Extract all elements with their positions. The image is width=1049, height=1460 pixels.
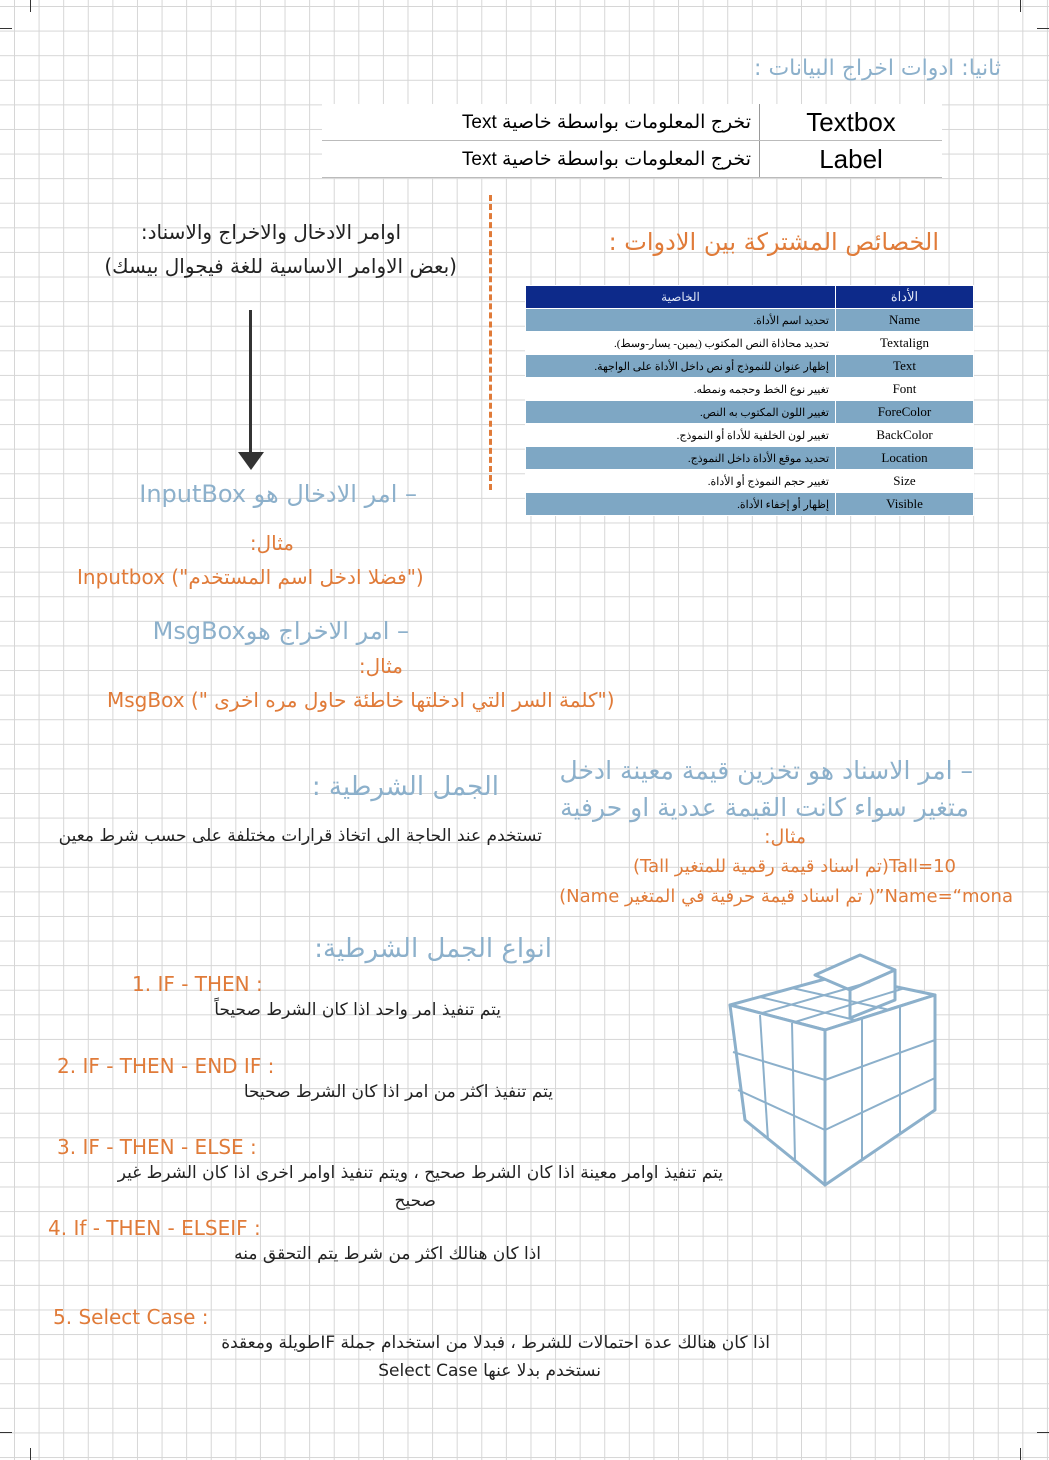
prop-name: Size bbox=[836, 470, 974, 493]
table-row bbox=[526, 470, 974, 493]
assign-title-line1: – امر الاسناد هو تخزين قيمة معينة ادخل bbox=[559, 756, 973, 785]
prop-desc: تغيير نوع الخط وحجمه ونمطه. bbox=[526, 378, 836, 401]
table-row bbox=[526, 378, 974, 401]
input-example: Inputbox ("فضلا ادخل اسم المستخدم") bbox=[77, 565, 424, 589]
header-tool: الأداة bbox=[836, 286, 974, 309]
header-property: الخاصية bbox=[526, 286, 836, 309]
type-2-label: 2. IF - THEN - END IF : bbox=[57, 1054, 275, 1078]
prop-name: Font bbox=[836, 378, 974, 401]
rubik-cube-icon bbox=[720, 940, 950, 1195]
input-title: – امر الادخال هو InputBox bbox=[139, 480, 417, 508]
input-example-label: مثال: bbox=[249, 531, 294, 555]
tool-desc: تخرج المعلومات بواسطة خاصية Text bbox=[322, 141, 760, 178]
types-title: انواع الجمل الشرطية: bbox=[314, 934, 552, 964]
prop-desc: تحديد محاذاة النص المكتوب (يمين- يسار-وسط). bbox=[526, 332, 836, 355]
prop-name: BackColor bbox=[836, 424, 974, 447]
tool-name: Label bbox=[760, 141, 943, 178]
prop-desc: تحديد اسم الأداة. bbox=[526, 309, 836, 332]
table-row bbox=[526, 332, 974, 355]
conditional-title: الجمل الشرطية : bbox=[311, 772, 499, 802]
prop-name: Name bbox=[836, 309, 974, 332]
type-3-label: 3. IF - THEN - ELSE : bbox=[57, 1135, 257, 1159]
output-example-label: مثال: bbox=[358, 654, 403, 678]
table-row bbox=[526, 447, 974, 470]
table-row bbox=[322, 141, 942, 178]
assign-example-label: مثال: bbox=[764, 826, 806, 848]
type-5-desc-cont: نستخدم بدلا عنها Select Case bbox=[378, 1361, 601, 1381]
prop-name: Location bbox=[836, 447, 974, 470]
type-5-desc: اذا كان هنالك عدة احتمالات للشرط ، فبدلا من استخدام جملة IFطويلة ومعقدة bbox=[221, 1333, 770, 1353]
arrow-down-icon bbox=[249, 310, 252, 460]
prop-desc: إظهار أو إخفاء الأداة. bbox=[526, 493, 836, 516]
conditional-desc: تستخدم عند الحاجة الى اتخاذ قرارات مختلفة على حسب شرط معين bbox=[58, 826, 542, 846]
prop-desc: تغيير اللون المكتوب به النص. bbox=[526, 401, 836, 424]
type-2-desc: يتم تنفيذ اكثر من امر اذا كان الشرط صحيحا bbox=[243, 1082, 553, 1102]
prop-desc: تغيير حجم النموذج أو الأداة. bbox=[526, 470, 836, 493]
prop-name: Text bbox=[836, 355, 974, 378]
output-title: – امر الاخراج هوMsgBox bbox=[152, 617, 409, 645]
type-3-desc: يتم تنفيذ اوامر معينة اذا كان الشرط صحيح ، ويتم تنفيذ اوامر اخرى اذا كان الشرط غير bbox=[117, 1163, 723, 1183]
table-row bbox=[322, 104, 942, 141]
commands-subtitle: (بعض الاوامر الاساسية للغة فيجوال بيسك) bbox=[104, 254, 457, 278]
type-1-label: 1. IF - THEN : bbox=[132, 972, 263, 996]
prop-desc: إظهار عنوان للنموذج أو نص داخل الأداة على الواجهة. bbox=[526, 355, 836, 378]
tool-desc: تخرج المعلومات بواسطة خاصية Text bbox=[322, 104, 760, 141]
table-row bbox=[526, 493, 974, 516]
prop-name: ForeColor bbox=[836, 401, 974, 424]
type-5-label: 5. Select Case : bbox=[53, 1305, 209, 1329]
table-row bbox=[526, 355, 974, 378]
table-row bbox=[526, 401, 974, 424]
tool-name: Textbox bbox=[760, 104, 943, 141]
output-example: MsgBox (" كلمة السر التي ادخلتها خاطئة حاول مره اخرى") bbox=[107, 688, 615, 712]
table-row bbox=[526, 424, 974, 447]
properties-table bbox=[525, 285, 974, 516]
prop-desc: تغيير لون الخلفية للأداة أو النموذج. bbox=[526, 424, 836, 447]
arrow-head-icon bbox=[238, 452, 264, 470]
type-3-desc-cont: صحيح bbox=[394, 1191, 436, 1211]
table-row bbox=[526, 309, 974, 332]
assign-title-line2: متغير سواء كانت القيمة عددية او حرفية bbox=[560, 793, 969, 822]
commands-title: اوامر الادخال والاخراج والاسناد: bbox=[140, 220, 401, 244]
prop-desc: تحديد موقع الأداة داخل النموذج. bbox=[526, 447, 836, 470]
prop-name: Textalign bbox=[836, 332, 974, 355]
type-1-desc: يتم تنفيذ امر واحد اذا كان الشرط صحيحاً bbox=[214, 1000, 501, 1020]
output-tools-table bbox=[322, 104, 942, 178]
assign-example-1: Tall=10(تم اسناد قيمة رقمية للمتغير Tall) bbox=[633, 856, 956, 877]
common-props-title: الخصائص المشتركة بين الادوات : bbox=[608, 228, 939, 256]
section-title-output-tools: ثانيا: ادوات اخراج البيانات : bbox=[754, 56, 1001, 81]
type-4-label: 4. If - THEN - ELSEIF : bbox=[48, 1216, 261, 1240]
assign-example-2: Name=“mona”( تم اسناد قيمة حرفية في المتغير Name) bbox=[559, 886, 1013, 907]
divider bbox=[489, 195, 492, 490]
type-4-desc: اذا كان هنالك اكثر من شرط يتم التحقق منه bbox=[234, 1244, 541, 1264]
prop-name: Visible bbox=[836, 493, 974, 516]
